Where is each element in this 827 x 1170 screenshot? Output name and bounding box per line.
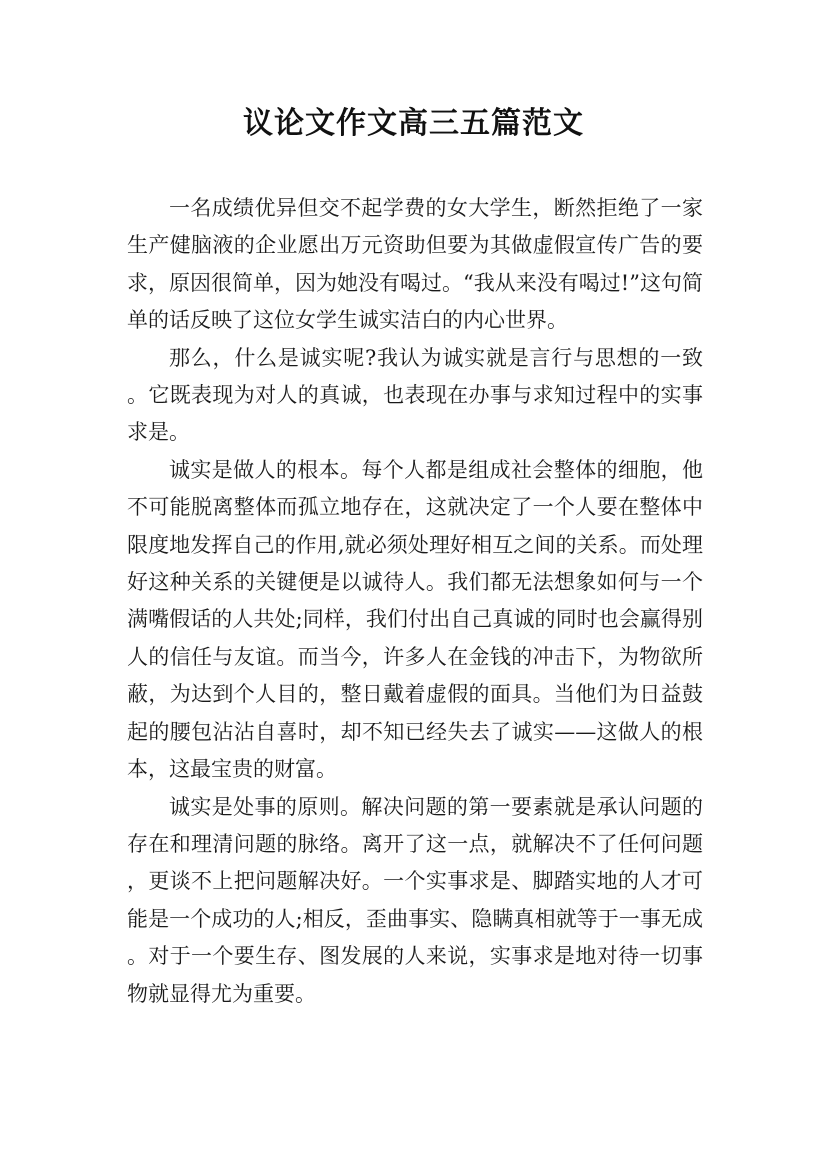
paragraph-2: 那么，什么是诚实呢?我认为诚实就是言行与思想的一致。它既表现为对人的真诚，也表现在办事与求知过程中的实事求是。: [127, 345, 703, 445]
paragraph-4: 诚实是处事的原则。解决问题的第一要素就是承认问题的存在和理清问题的脉络。离开了这一点，就解决不了任何问题，更谈不上把问题解决好。一个实事求是、脚踏实地的人才可能是一个成功的人;相反，歪曲事实、隐瞒真相就等于一事无成。对于一个要生存、图发展的人来说，实事求是地对待一切事物就显得尤为重要。: [127, 794, 703, 1006]
document-body: [127, 190, 703, 1013]
document-title: 议论文作文高三五篇范文: [243, 106, 584, 141]
paragraph-1: 一名成绩优异但交不起学费的女大学生，断然拒绝了一家生产健脑液的企业愿出万元资助但要为其做虚假宣传广告的要求，原因很简单，因为她没有喝过。“我从来没有喝过!”这句简单的话反映了这位女学生诚实洁白的内心世界。: [127, 196, 703, 333]
paragraph-3: 诚实是做人的根本。每个人都是组成社会整体的细胞，他不可能脱离整体而孤立地存在，这就决定了一个人要在整体中限度地发挥自己的作用,就必须处理好相互之间的关系。而处理好这种关系的关键便是以诚待人。我们都无法想象如何与一个满嘴假话的人共处;同样，我们付出自己真诚的同时也会赢得别人的信任与友谊。而当今，许多人在金钱的冲击下，为物欲所蔽，为达到个人目的，整日戴着虚假的面具。当他们为日益鼓起的腰包沾沾自喜时，却不知已经失去了诚实——这做人的根本，这最宝贵的财富。: [127, 457, 703, 782]
